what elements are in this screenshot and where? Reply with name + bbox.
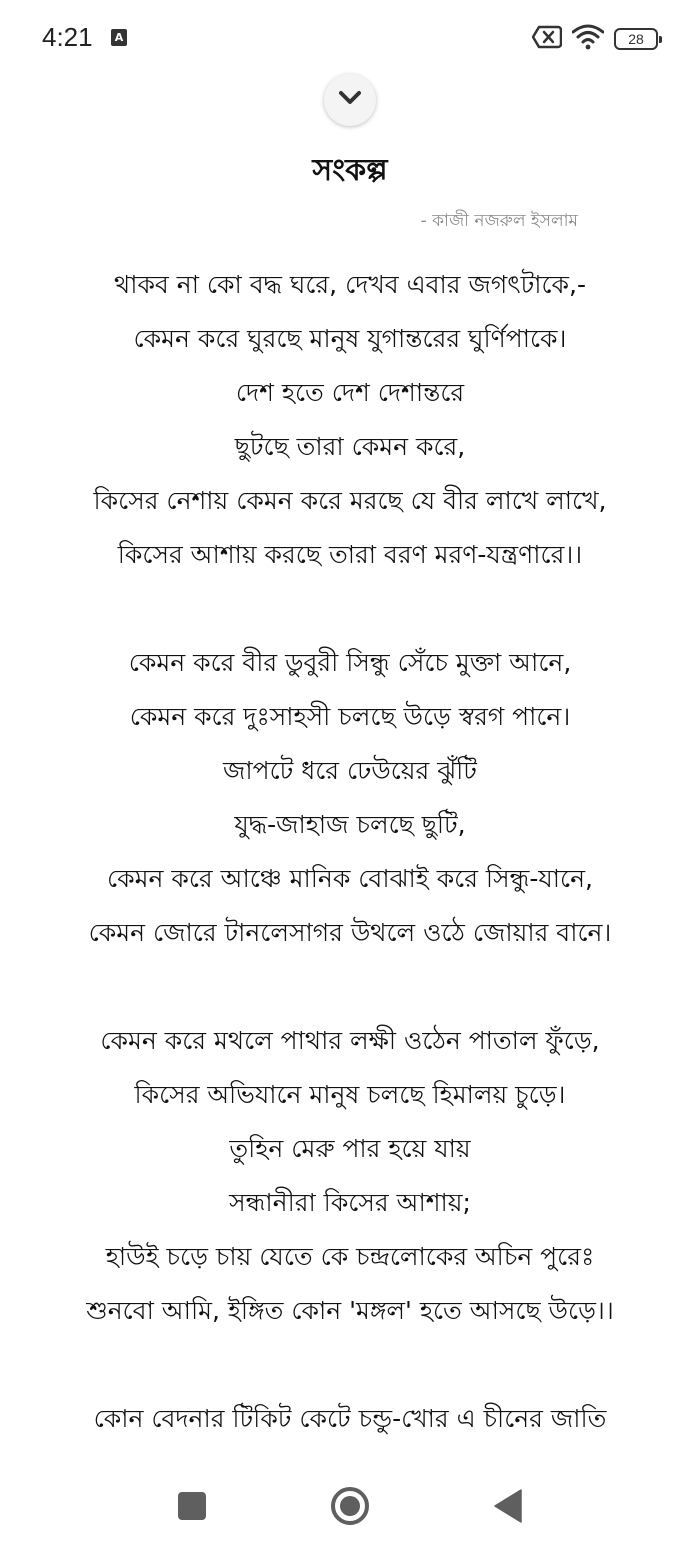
verse-line: কেমন করে দুঃসাহসী চলছে উড়ে স্বরগ পানে। — [129, 702, 571, 731]
square-icon — [177, 1491, 207, 1525]
verse-line: দেশ হতে দেশ দেশান্তরে — [235, 378, 465, 407]
verse-line: কিসের অভিযানে মানুষ চলছে হিমালয় চুড়ে। — [134, 1080, 566, 1109]
status-bar — [0, 0, 700, 78]
notification-app-icon: A — [111, 29, 127, 46]
verse-line: কিসের আশায় করছে তারা বরণ মরণ-যন্ত্রণারে।। — [117, 540, 583, 569]
poem-title: সংকল্প — [312, 153, 388, 188]
verse-line: কেমন করে ঘুরছে মানুষ যুগান্তরের ঘুর্ণিপাকে। — [133, 324, 567, 353]
poem-author: - কাজী নজরুল ইসলাম — [420, 211, 578, 231]
sim-missing-icon — [532, 25, 562, 53]
verse-line: কেমন করে আঞ্চে মানিক বোঝাই করে সিন্ধু-যানে, — [107, 864, 593, 893]
verse-line: সন্ধানীরা কিসের আশায়; — [229, 1188, 471, 1217]
verse-line: তুহিন মেরু পার হয়ে যায় — [229, 1134, 471, 1163]
verse-line: কিসের নেশায় কেমন করে মরছে যে বীর লাখে লাখে, — [93, 486, 607, 515]
circle-icon — [330, 1486, 370, 1530]
stanza — [0, 1014, 700, 1338]
chevron-down-icon — [337, 89, 363, 111]
verse-line: ছুটছে তারা কেমন করে, — [234, 432, 466, 461]
verse-line: হাউই চড়ে চায় যেতে কে চন্দ্রলোকের অচিন পুরেঃ — [105, 1242, 595, 1271]
triangle-back-icon — [494, 1489, 522, 1527]
back-button[interactable] — [478, 1478, 538, 1538]
poem-body — [0, 258, 700, 1500]
verse-line: কোন বেদনার টিকিট কেটে চন্ডু-খোর এ চীনের জাতি — [93, 1404, 607, 1433]
battery-icon: 28 — [614, 28, 658, 50]
status-time: 4:21 — [42, 22, 93, 52]
navigation-bar — [0, 1462, 700, 1556]
recents-button[interactable] — [162, 1478, 222, 1538]
verse-line: কেমন করে মথলে পাথার লক্ষী ওঠেন পাতাল ফুঁড়ে, — [100, 1026, 600, 1055]
verse-line: থাকব না কো বদ্ধ ঘরে, দেখব এবার জগৎটাকে,- — [114, 270, 586, 299]
system-icons — [532, 24, 658, 54]
home-button[interactable] — [320, 1478, 380, 1538]
stanza — [0, 636, 700, 960]
verse-line: কেমন জোরে টানলেসাগর উথলে ওঠে জোয়ার বানে। — [88, 918, 612, 947]
verse-line: কেমন করে বীর ডুবুরী সিন্ধু সেঁচে মুক্তা আনে, — [128, 648, 572, 677]
verse-line: জাপটে ধরে ঢেউয়ের ঝুঁটি — [223, 756, 477, 785]
verse-line: যুদ্ধ-জাহাজ চলছে ছুটি, — [234, 810, 466, 839]
verse-line: শুনবো আমি, ইঙ্গিত কোন 'মঙ্গল' হতে আসছে উড়ে।। — [86, 1296, 614, 1325]
stanza — [0, 258, 700, 582]
collapse-button[interactable] — [324, 74, 376, 126]
wifi-icon — [572, 24, 604, 54]
stanza — [0, 1392, 700, 1446]
